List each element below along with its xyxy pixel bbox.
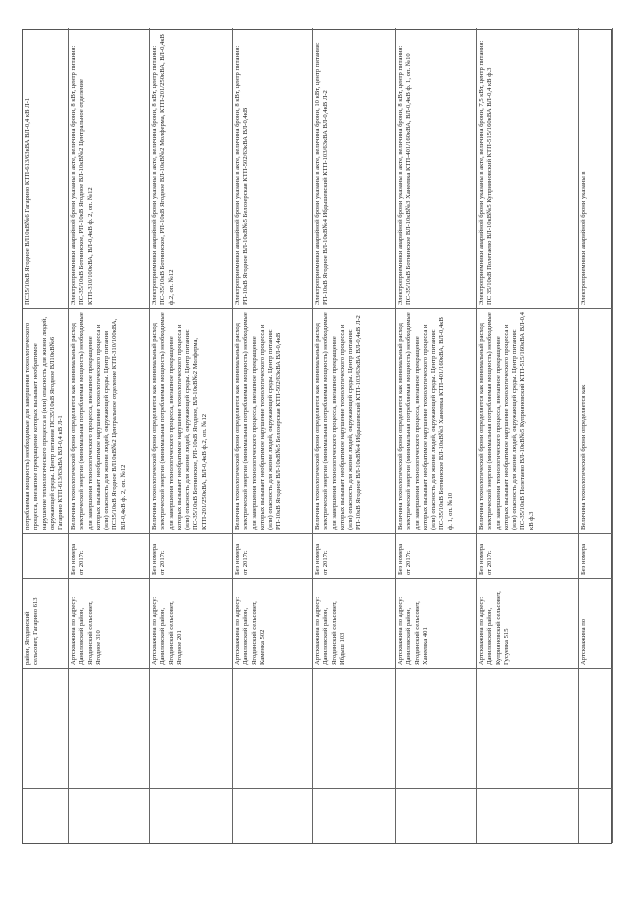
energy-supply-cell: Электроприемники аварийной брони указаны в акте, величина брони, 8 кВт, центр питания: РП-10кВ Ягодное ВЛ-10кВ№5 Белозерская КТП-502/63кВА ВЛ-0,4кВ <box>234 45 250 305</box>
energy-supply-cell: Электроприемники аварийной брони указаны в акте, величина брони, 8 кВт, центр питания: ПС-35/10кВ Ботнинское, РП-10кВ Ягодное ВЛ-10кВ№2 Молферма, КТП-201/250кВА, ВЛ-0,4кВ ф.2, оп. №12 <box>151 34 175 305</box>
address-cell: Артскважина по адресу: Даниловский район, Ягодинский сельсовет, Ибдыш 103 <box>313 578 395 668</box>
empty-cell <box>150 668 232 788</box>
empty-cell <box>396 788 476 843</box>
table-row <box>150 28 233 843</box>
document-number-cell: Без номера <box>579 533 612 578</box>
energy-supply-cell: ПС35/10кВ Ягодное ВЛ10кВ№6 Гагарино КТП-613/63кВА ВЛ-0,4 кВ Л-1 <box>24 97 31 305</box>
empty-cell <box>69 668 149 788</box>
empty-cell <box>396 668 476 788</box>
energy-supply-cell: Электроприемники аварийной брони указаны в акте, величина брони, 8 кВт, центр питания: ПС-35/10кВ Ботнинское, РП-10кВ Ягодное ВЛ-10кВ№2 Центральное отделение КТП-310/100кВА, ВЛ-0,4кВ ф. 2, оп. №12 <box>70 45 94 305</box>
column-divider <box>150 788 232 795</box>
energy-supply-cell: Электроприемники аварийной брони указаны в акте, величина брони, 7,5 кВт, центр питания: ПС 35/10кВ Полетаево ВЛ-10кВ№5 Куприяновский КТП-515/160кВА ВЛ-0,4 кВ ф.3 <box>478 40 494 305</box>
table-grid <box>22 29 612 844</box>
table-row <box>233 28 313 843</box>
column-divider <box>396 788 476 795</box>
table-row <box>69 28 150 843</box>
description-cell: Величина технологической брони определяется как минимальный расход электрической энергии (минимальная потребляемая мощность) необходимые для завершения технологического процесса, внезапное прекращение которых вызывает необратимое нарушение технологического процесса и (или) опасность для жизни людей, окружающей среды. Центр питания: ПС-35/10кВ Ботнинское, РП-10кВ Ягодное, ВЛ-10кВ№2 Молферма, КТП-201/250кВА, ВЛ-0,4кВ ф.2, оп. №12 <box>150 308 232 533</box>
empty-cell <box>579 788 612 843</box>
empty-cell <box>233 788 312 843</box>
address-cell: Артскважина по адресу: Даниловский район, Ягодинский сельсовет, Каменка 502 <box>233 578 312 668</box>
rotated-table <box>22 29 612 844</box>
address-cell: Артскважина по адресу: Даниловский район, Куприяновский сельсовет, Гусуевка 515 <box>477 578 578 668</box>
column-divider <box>477 788 578 795</box>
document-number-cell: Без номера от 2017г. <box>313 533 395 578</box>
description-cell: потребляемая мощность) необходимые для завершения технологического процесса, внезапное прекращение которых вызывает необратимое нарушение технологического процесса и (или) опасность для жизни людей, окружающей среды. Центр питания ПС35/10кВ Ягодное ВЛ10кВ№6 Гагарино КТП-613/63кВА ВЛ-0,4 кВ Л-1 <box>23 308 68 533</box>
empty-cell <box>69 788 149 843</box>
document-number-cell <box>23 533 68 578</box>
energy-supply-cell: Электроприемники аварийной брони указаны в <box>580 171 587 305</box>
table-row <box>396 28 477 843</box>
table-row <box>579 28 613 843</box>
empty-cell <box>313 788 395 843</box>
empty-cell <box>23 788 68 843</box>
document-number-cell: Без номера от 2017г. <box>477 533 578 578</box>
address-cell: Артскважина по <box>579 578 612 668</box>
energy-supply-cell: Электроприемники аварийной брони указаны в акте, величина брони, 8 кВт, центр питания: ПС-35/10кВ Ботнинское ВЛ-10кВ№3 Ханеевка КТП-401/160кВА, ВЛ-0,4кВ ф. 1, оп. №10 <box>397 45 413 305</box>
document-number-cell: Без номера от 2017г. <box>233 533 312 578</box>
column-divider <box>313 788 395 795</box>
column-divider <box>233 788 312 795</box>
table-row <box>477 28 579 843</box>
table-row <box>23 28 69 843</box>
table-row <box>313 28 396 843</box>
address-cell: Артскважина по адресу: Даниловский район, Ягодинский сельсовет, Ханеевка 401 <box>396 578 476 668</box>
document-number-cell: Без номера от 2017г. <box>69 533 149 578</box>
document-number-cell: Без номера от 2017г. <box>150 533 232 578</box>
energy-supply-cell: Электроприемники аварийной брони указаны в акте, величина брони, 10 кВт, центр питания: РП-10кВ Ягодное ВЛ-10кВ№4 Ибдышевский КТП-103/63кВА ВЛ-0,4кВ Л-2 <box>314 42 330 305</box>
column-divider <box>23 788 68 795</box>
description-cell: Величина технологической брони определяется как <box>579 308 612 533</box>
empty-cell <box>313 668 395 788</box>
description-cell: Величина технологической брони определяется как минимальный расход электрической энергии (минимальная потребляемая мощность) необходимые для завершения технологического процесса, внезапное прекращение которых вызывает необратимое нарушение технологического процесса и (или) опасность для жизни людей, окружающей среды. Центр питания ПС35/10кВ Ягодное ВЛ10кВ№2 Центральное отделение КТП-310/100кВА, ВЛ-0,4кВ ф. 2, оп. №12 <box>69 308 149 533</box>
address-cell: Артскважина по адресу: Даниловский район, Ягодинский сельсовет, Ягодное 310 <box>69 578 149 668</box>
empty-cell <box>579 668 612 788</box>
document-number-cell: Без номера от 2017г. <box>396 533 476 578</box>
column-divider <box>69 788 149 795</box>
empty-cell <box>233 668 312 788</box>
description-cell: Величина технологической брони определяется как минимальный расход электрической энергии (минимальная потребляемая мощность) необходимые для завершения технологического процесса, внезапное прекращение которых вызывает необратимое нарушение технологического процесса и (или) опасность для жизни людей, окружающей среды. Центр питания: ПС-35/10кВ Полетаево ВЛ-10кВ№5 Куприяновский КТП-515/160кВА ВЛ-0,4 кВ ф.3 <box>477 308 578 533</box>
description-cell: Величина технологической брони определяется как минимальный расход электрической энергии (минимальная потребляемая мощность) необходимые для завершения технологического процесса, внезапное прекращение которых вызывает необратимое нарушение технологического процесса и (или) опасность для жизни людей, окружающей среды. Центр питания: РП-10кВ Ягодное ВЛ-10кВ№4 Ибдышевский КТП-103/63кВА ВЛ-0,4кВ Л-2 <box>313 308 395 533</box>
description-cell: Величина технологической брони определяется как минимальный расход электрической энергии (минимальная потребляемая мощность) необходимые для завершения технологического процесса, внезапное прекращение которых вызывает необратимое нарушение технологического процесса и (или) опасность для жизни людей, окружающей среды. Центр питания: РП-10кВ Ягодное ВЛ-10кВ№5 Белозерская КТП-502/63кВА ВЛ-0,4кВ <box>233 308 312 533</box>
empty-cell <box>477 668 578 788</box>
address-cell: Артскважина по адресу: Даниловский район, Ягодинский сельсовет, Ягодное 201 <box>150 578 232 668</box>
address-cell: район, Ягодинский сельсовет, Гагарино 613 <box>23 578 68 668</box>
description-cell: Величина технологической брони определяется как минимальный расход электрической энергии (минимальная потребляемая мощность) необходимые для завершения технологического процесса, внезапное прекращение которых вызывает необратимое нарушение технологического процесса и (или) опасность для жизни людей, окружающей среды. Центр питания: ПС-35/10кВ Ботнинское ВЛ-10кВ№3 Ханеевка КТП-401/160кВА, ВЛ-0,4кВ ф. 1, оп. №10 <box>396 308 476 533</box>
empty-cell <box>150 788 232 843</box>
empty-cell <box>477 788 578 843</box>
empty-cell <box>23 668 68 788</box>
column-divider <box>579 788 612 795</box>
